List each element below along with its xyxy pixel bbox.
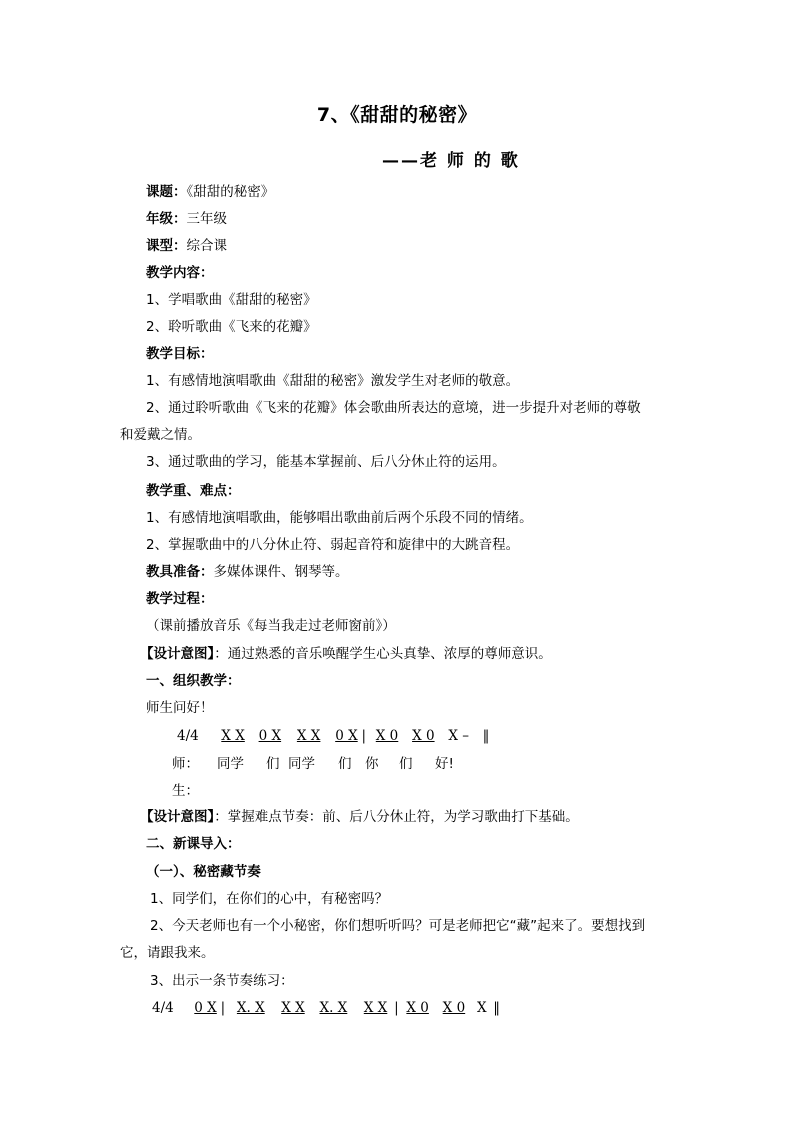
tools-value: 多媒体课件、钢琴等。 [213,564,349,580]
lyrics-teacher-label: 师： [172,756,199,772]
section-1-heading: 一、组织教学： [146,673,241,689]
field-type [146,237,227,255]
rhythm-line-1 [177,727,489,745]
goals-heading: 教学目标： [146,346,214,362]
page-title: 7、《甜甜的秘密》 [316,104,478,126]
content-item: 1、学唱歌曲《甜甜的秘密》 [146,292,317,308]
rhythm-token: X 0 [375,728,399,744]
rhythm-token: X X [281,1000,305,1016]
goal-item: 3、通过歌曲的学习，能基本掌握前、后八分休止符的运用。 [146,454,506,470]
rhythm-token: X X [221,728,245,744]
rhythm-token: X [476,1000,487,1016]
field-grade [146,210,227,228]
field-value: 《甜甜的秘密》 [186,184,275,200]
lyric-word: 们 [399,756,413,772]
lyric-word: 们 [338,756,352,772]
pre-class-note: （课前播放音乐《每当我走过老师窗前》） [146,618,396,634]
meter: 4/4 [177,728,199,744]
key-item: 1、有感情地演唱歌曲，能够唱出歌曲前后两个乐段不同的情绪。 [146,510,533,526]
field-value: 综合课 [186,238,227,254]
field-label: 课题： [146,184,187,200]
key-item: 2、掌握歌曲中的八分休止符、弱起音符和旋律中的大跳音程。 [146,537,520,553]
intent-label: 【设计意图】 [140,809,215,825]
barline: | [394,1000,399,1016]
barline: | [361,728,367,744]
intro-item: 3、出示一条节奏练习： [150,973,294,989]
barline: | [220,1000,226,1016]
intro-item: 1、同学们，在你们的心中，有秘密吗？ [150,891,389,907]
rhythm-token: X X [296,728,321,744]
lyric-word: 同学 [217,756,244,772]
tools-line [146,563,349,581]
final-barline: ‖ [493,1000,501,1016]
tools-label: 教具准备： [146,564,214,580]
rhythm-token: X 0 [442,1000,466,1016]
lyric-word: 好! [435,756,454,772]
design-intent-1 [140,645,552,663]
greeting: 师生问好！ [146,700,214,716]
lyric-word: 们 [266,756,280,772]
field-value: 三年级 [186,211,227,227]
rhythm-token: X X [363,1000,388,1016]
lyric-word: 你 [365,756,379,772]
design-intent-2 [140,808,579,826]
intent-label: 【设计意图】 [140,646,215,662]
intro-item: 2、今天老师也有一个小秘密，你们想听听吗？可是老师把它“藏”起来了。要想找到 [150,918,646,934]
keys-heading: 教学重、难点： [146,483,241,499]
lyric-word: 同学 [288,756,315,772]
field-label: 年级： [146,211,187,227]
lyrics-student-label: 生： [172,783,199,799]
goal-item: 2、通过聆听歌曲《飞来的花瓣》体会歌曲所表达的意境，进一步提升对老师的尊敬 [146,400,641,416]
final-barline: ‖ [482,728,490,744]
rhythm-token: 0 X [194,1000,217,1016]
page-subtitle: ——老 师 的 歌 [382,151,520,171]
intent-value: ：通过熟悉的音乐唤醒学生心头真挚、浓厚的尊师意识。 [214,646,552,662]
rhythm-token: X – [448,728,470,744]
content-heading: 教学内容： [146,265,214,281]
rhythm-token: X. X [236,1000,265,1016]
intro-item-continued: 它，请跟我来。 [120,945,215,961]
rhythm-token: 0 X [335,728,358,744]
process-heading: 教学过程： [146,591,214,607]
rhythm-token: X 0 [406,1000,429,1016]
goal-item-continued: 和爱戴之情。 [120,427,201,443]
field-topic [146,183,274,201]
rhythm-line-2 [152,999,500,1017]
meter: 4/4 [152,1000,174,1016]
goal-item: 1、有感情地演唱歌曲《甜甜的秘密》激发学生对老师的敬意。 [146,373,520,389]
rhythm-token: X 0 [412,728,435,744]
field-label: 课型： [146,238,187,254]
rhythm-token: X. X [319,1000,348,1016]
content-item: 2、聆听歌曲《飞来的花瓣》 [146,319,317,335]
subsection-1-heading: （一）、秘密藏节奏 [146,864,261,880]
section-2-heading: 二、新课导入： [146,836,241,852]
intent-value: ：掌握难点节奏：前、后八分休止符，为学习歌曲打下基础。 [214,809,579,825]
rhythm-token: 0 X [258,728,282,744]
